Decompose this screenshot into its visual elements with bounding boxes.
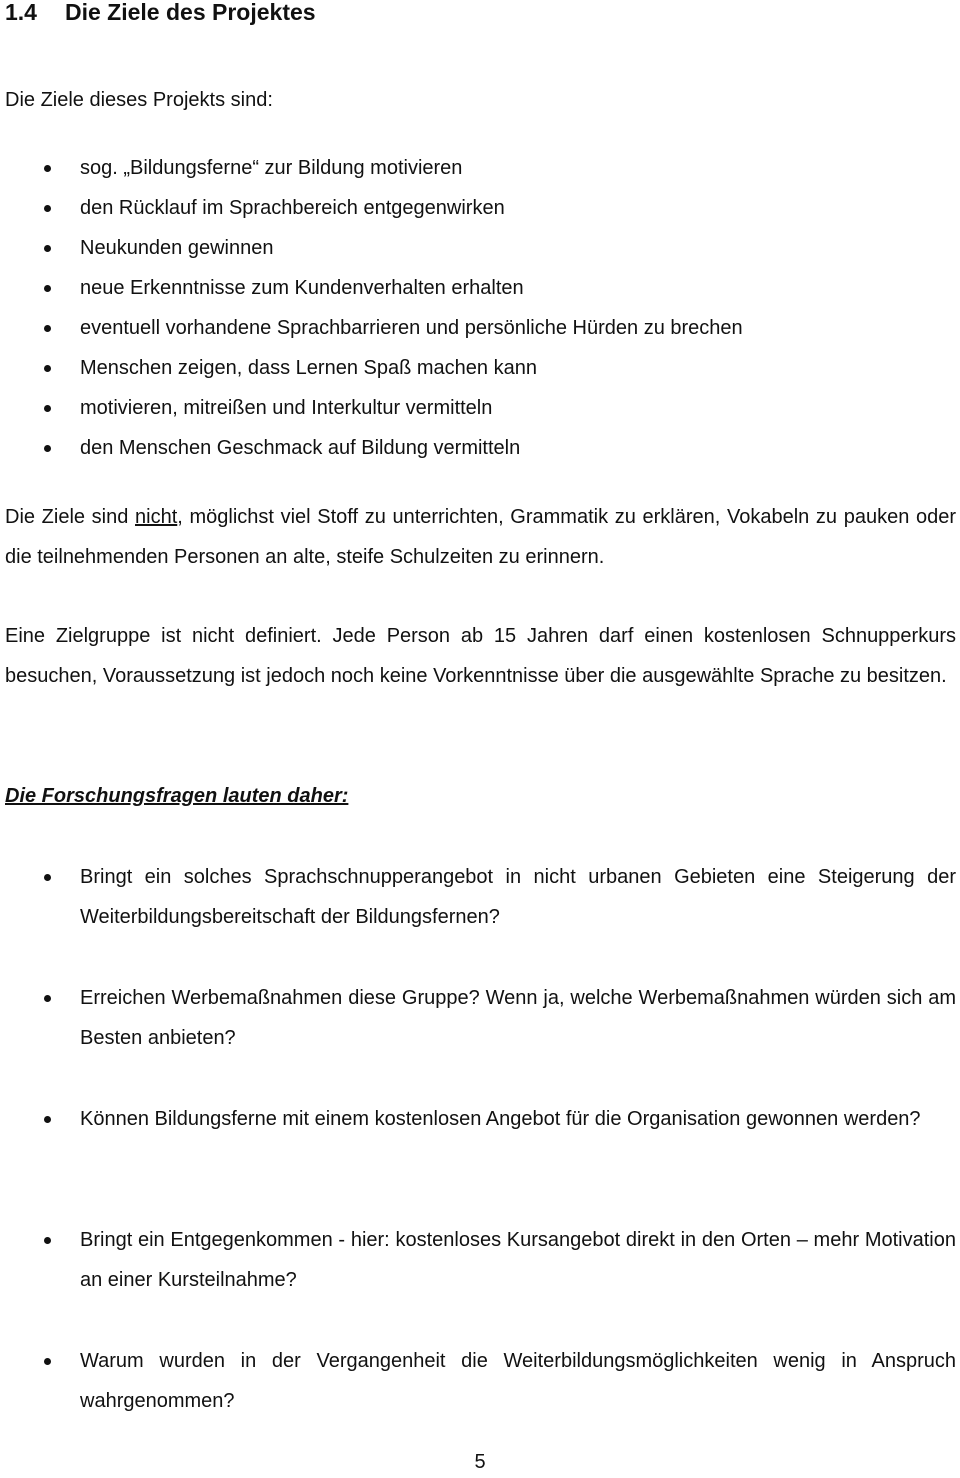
list-item [0, 857, 956, 937]
bullet-icon [44, 325, 51, 332]
bullet-icon [44, 365, 51, 372]
goal-text: den Rücklauf im Sprachbereich entgegenwirken [80, 197, 505, 219]
question-text: Bringt ein Entgegenkommen - hier: kostenloses Kursangebot direkt in den Orten – mehr Motivation an einer Kursteilnahme? [80, 1229, 956, 1291]
page-number: 5 [474, 1451, 486, 1473]
goals-list [0, 148, 743, 468]
section-number: 1.4 [5, 0, 37, 25]
question-text: Warum wurden in der Vergangenheit die Weiterbildungsmöglichkeiten wenig in Anspruch wahrgenommen? [80, 1350, 956, 1412]
list-item [0, 348, 743, 388]
section-heading [5, 0, 316, 27]
bullet-icon [44, 445, 51, 452]
bullet-icon [44, 1237, 51, 1244]
bullet-icon [44, 205, 51, 212]
list-item [0, 1341, 956, 1421]
bullet-icon [44, 995, 51, 1002]
not-goals-paragraph [5, 497, 956, 577]
goal-text: neue Erkenntnisse zum Kundenverhalten erhalten [80, 277, 524, 299]
bullet-icon [44, 245, 51, 252]
list-item [0, 148, 743, 188]
goal-text: motivieren, mitreißen und Interkultur vermitteln [80, 397, 493, 419]
bullet-icon [44, 285, 51, 292]
target-group-paragraph: Eine Zielgruppe ist nicht definiert. Jede Person ab 15 Jahren darf einen kostenlosen Schnupperkurs besuchen, Voraussetzung ist jedoch noch keine Vorkenntnisse über die ausgewählte Sprache zu besitzen. [5, 625, 956, 687]
bullet-icon [44, 1358, 51, 1365]
section-title: Die Ziele des Projektes [65, 0, 316, 25]
goal-text: Neukunden gewinnen [80, 237, 274, 259]
bullet-icon [44, 1116, 51, 1123]
goal-text: eventuell vorhandene Sprachbarrieren und persönliche Hürden zu brechen [80, 317, 743, 339]
list-item [0, 1220, 956, 1300]
bullet-icon [44, 405, 51, 412]
goal-text: sog. „Bildungsferne“ zur Bildung motivieren [80, 157, 463, 179]
question-text: Bringt ein solches Sprachschnupperangebot in nicht urbanen Gebieten eine Steigerung der Weiterbildungsbereitschaft der Bildungsfernen? [80, 866, 956, 928]
research-questions-heading: Die Forschungsfragen lauten daher: [5, 785, 349, 807]
bullet-icon [44, 874, 51, 881]
bullet-icon [44, 165, 51, 172]
question-text: Erreichen Werbemaßnahmen diese Gruppe? Wenn ja, welche Werbemaßnahmen würden sich am Besten anbieten? [80, 987, 956, 1049]
goal-text: den Menschen Geschmack auf Bildung vermitteln [80, 437, 521, 459]
question-text: Können Bildungsferne mit einem kostenlosen Angebot für die Organisation gewonnen werden? [80, 1108, 921, 1130]
not-goals-emphasis: nicht [135, 506, 178, 528]
list-item [0, 1099, 956, 1139]
list-item [0, 428, 743, 468]
list-item [0, 978, 956, 1058]
list-item [0, 228, 743, 268]
list-item [0, 308, 743, 348]
not-goals-prefix: Die Ziele sind [5, 506, 136, 528]
not-goals-rest: , möglichst viel Stoff zu unterrichten, Grammatik zu erklären, Vokabeln zu pauken oder die teilnehmenden Personen an alte, steife Schulzeiten zu erinnern. [5, 506, 956, 568]
list-item [0, 388, 743, 428]
list-item [0, 268, 743, 308]
intro-text: Die Ziele dieses Projekts sind: [5, 89, 273, 111]
goal-text: Menschen zeigen, dass Lernen Spaß machen kann [80, 357, 537, 379]
list-item [0, 188, 743, 228]
